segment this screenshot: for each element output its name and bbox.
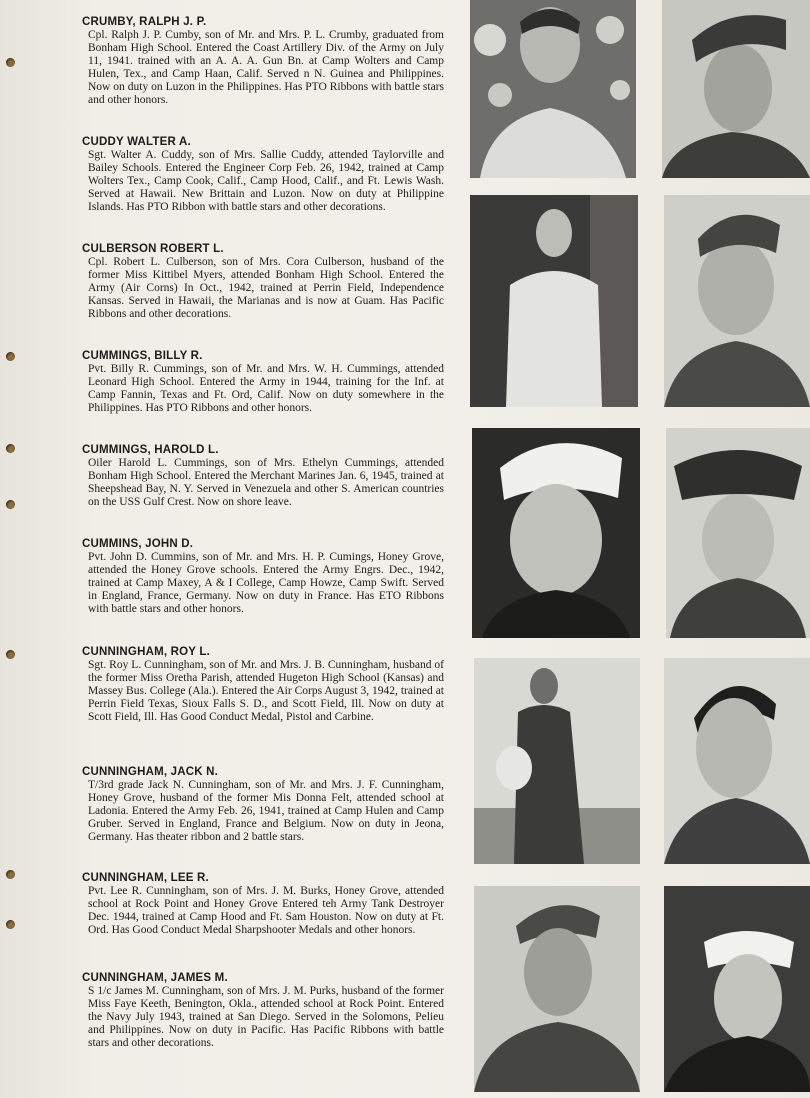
binder-hole <box>6 352 15 361</box>
bio-entry <box>82 872 444 937</box>
portrait-photo <box>664 195 810 407</box>
entry-name: CULBERSON ROBERT L. <box>82 243 224 255</box>
entry-name: CUMMINGS, BILLY R. <box>82 350 203 362</box>
portrait-photo <box>664 886 810 1092</box>
bio-entry <box>82 646 444 724</box>
entry-text: Pvt. Lee R. Cunningham, son of Mrs. J. M. Burks, Honey Grove, attended school at Rock Point and Honey Grove Entered teh Army Tank Destroyer Dec. 1944, trained at Camp Hood and Ft. Sam Houston. Now on duty at Ft. Ord. Has Good Conduct Medal Sharpshooter Medals and other honors. <box>88 885 444 936</box>
entry-text: Sgt. Roy L. Cunningham, son of Mr. and Mrs. J. B. Cunningham, husband of the former Miss Oretha Parish, attended Hugeton High School (Kansas) and Massey Bus. College (Ala.). Entered the Air Corps August 3, 1942, trained at Perrin Field Texas, Sioux Falls S. D., and Scott Field, Ill. Now on duty at Scott Field, Ill. Has Good Conduct Medal, Pistol and Carbine. <box>88 659 444 723</box>
portrait-photo <box>472 428 640 638</box>
entry-text: T/3rd grade Jack N. Cunningham, son of Mr. and Mrs. J. F. Cunningham, Honey Grove, husband of the former Mis Donna Felt, attended school at Ladonia. Entered the Army Feb. 26, 1941, trained at Camp Hulen and Camp Gruber. Served in England, France and Belgium. Now on duty in Jeona, Germany. Has theater ribbon and 2 battle stars. <box>88 779 444 843</box>
entry-name: CUNNINGHAM, JAMES M. <box>82 972 228 984</box>
entry-name: CUDDY WALTER A. <box>82 136 191 148</box>
portrait-photo <box>666 428 810 638</box>
portrait-photo <box>470 195 638 407</box>
portrait-photo <box>470 0 636 178</box>
binder-hole <box>6 500 15 509</box>
entry-text: Cpl. Robert L. Culberson, son of Mrs. Cora Culberson, husband of the former Miss Kittibel Myers, attended Bonham High School. Entered the Army (Air Corns) In Oct., 1942, trained at Perrin Field, Independence Kansas. Served in Hawaii, the Marianas and is now at Guam. Has Pacific Ribbons and other decorations. <box>88 256 444 320</box>
bio-entry <box>82 136 444 214</box>
bio-entry <box>82 444 444 509</box>
entry-name: CUNNINGHAM, JACK N. <box>82 766 219 778</box>
binder-hole <box>6 920 15 929</box>
entry-name: CUNNINGHAM, LEE R. <box>82 872 209 884</box>
bio-entry <box>82 538 444 616</box>
binder-hole <box>6 650 15 659</box>
entry-text: Oiler Harold L. Cummings, son of Mrs. Ethelyn Cummings, attended Bonham High School. Entered the Merchant Marines Jan. 6, 1945, trained at Sheepshead Bay, N. Y. Served in Venezuela and other S. American countries on the USS Gulf Crest. Now on shore leave. <box>88 457 444 508</box>
entry-name: CUMMINGS, HAROLD L. <box>82 444 219 456</box>
portrait-column <box>470 0 810 1098</box>
binder-hole <box>6 444 15 453</box>
entry-text: Sgt. Walter A. Cuddy, son of Mrs. Sallie Cuddy, attended Taylorville and Bailey Schools. Entered the Engineer Corp Feb. 26, 1942, trained at Camp Wolters Tex., Camp Cook, Calif., Camp Hood, Calif., and Ft. Lewis Wash. Served at Hawaii. New Brittain and Luzon. Now on duty at Philippine Islands. Has PTO Ribbon with battle stars and other decorations. <box>88 149 444 213</box>
bio-entry <box>82 972 444 1050</box>
portrait-photo <box>474 658 640 864</box>
entry-text: S 1/c James M. Cunningham, son of Mrs. J. M. Purks, husband of the former Miss Faye Keeth, Benington, Okla., attended school at Rock Point. Entered the Navy July 1943, trained at San Diego. Served in the Solomons, Pelieu and Philippines. Now on duty in Pacific. Has Pacific Ribbons with battle stars and other decorations. <box>88 985 444 1049</box>
entry-name: CUNNINGHAM, ROY L. <box>82 646 210 658</box>
portrait-photo <box>664 658 810 864</box>
entry-name: CUMMINS, JOHN D. <box>82 538 194 550</box>
entry-name: CRUMBY, RALPH J. P. <box>82 16 207 28</box>
bio-entry <box>82 243 444 321</box>
bio-entry <box>82 16 444 107</box>
portrait-photo <box>662 0 810 178</box>
portrait-photo <box>474 886 640 1092</box>
binder-holes <box>0 0 30 1098</box>
binder-hole <box>6 58 15 67</box>
bio-entry <box>82 350 444 415</box>
entry-text: Cpl. Ralph J. P. Cumby, son of Mr. and Mrs. P. L. Crumby, graduated from Bonham High School. Entered the Coast Artillery Div. of the Army on July 11, 1941. trained with an A. A. A. Gun Bn. at Camp Wolters and Camp Hulen, Tex., and Camp Haan, Calif. Served n N. Guinea and Philippines. Now on duty on Luzon in the Philippines. Has PTO Ribbons with battle stars and other honors. <box>88 29 444 106</box>
entry-text: Pvt. Billy R. Cummings, son of Mr. and Mrs. W. H. Cummings, attended Leonard High School. Entered the Army in 1944, training for the Inf. at Camp Fannin, Texas and Ft. Ord, Calif. Now on duty somewhere in the Philippines. Has PTO Ribbons and other honors. <box>88 363 444 414</box>
binder-hole <box>6 870 15 879</box>
entry-text: Pvt. John D. Cummins, son of Mr. and Mrs. H. P. Cumings, Honey Grove, attended the Honey Grove schools. Entered the Army Engrs. Dec., 1942, trained at Camp Maxey, A & I College, Camp Howze, Camp Swift. Served in England, France, Germany. Now on duty in France. Has ETO Ribbons with battle stars and other honors. <box>88 551 444 615</box>
bio-entry <box>82 766 444 844</box>
